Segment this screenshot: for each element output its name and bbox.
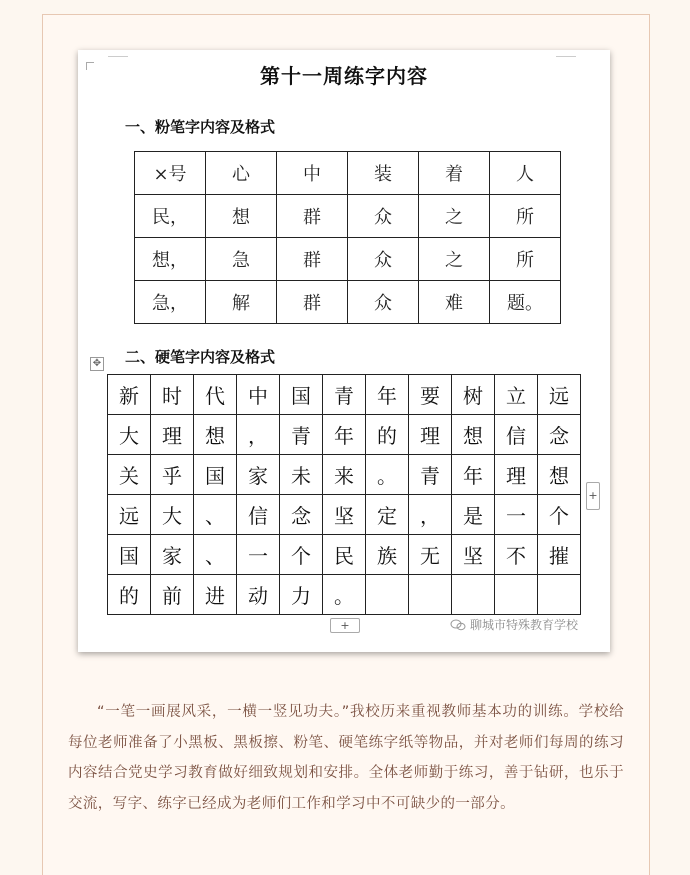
pen-cell: 信 xyxy=(495,415,538,455)
pen-table xyxy=(107,374,581,615)
chalk-cell: 心 xyxy=(206,152,277,195)
chalk-cell: 人 xyxy=(490,152,561,195)
pen-cell: 想 xyxy=(194,415,237,455)
pen-cell xyxy=(409,575,452,615)
chalk-cell: 所 xyxy=(490,238,561,281)
chalk-cell: 之 xyxy=(419,238,490,281)
section-pen-title: 二、硬笔字内容及格式 xyxy=(125,348,276,366)
chalk-cell: 众 xyxy=(348,281,419,324)
chalk-cell: 解 xyxy=(206,281,277,324)
section-chalk-title: 一、粉笔字内容及格式 xyxy=(125,118,276,136)
pen-cell: 国 xyxy=(108,535,151,575)
chalk-cell: 众 xyxy=(348,195,419,238)
pen-cell: 进 xyxy=(194,575,237,615)
chalk-cell: 中 xyxy=(277,152,348,195)
pen-cell: 关 xyxy=(108,455,151,495)
ruler-mark xyxy=(108,56,128,57)
chalk-cell: 想， xyxy=(135,238,206,281)
chalk-row xyxy=(135,152,561,195)
pen-cell: 理 xyxy=(495,455,538,495)
move-icon[interactable]: ✥ xyxy=(90,357,104,371)
chalk-cell: 急 xyxy=(206,238,277,281)
chalk-cell: 群 xyxy=(277,195,348,238)
pen-cell: 动 xyxy=(237,575,280,615)
pen-cell: 念 xyxy=(538,415,581,455)
pen-cell: 前 xyxy=(151,575,194,615)
pen-cell: 年 xyxy=(323,415,366,455)
chalk-cell: 之 xyxy=(419,195,490,238)
pen-cell: 中 xyxy=(237,375,280,415)
pen-cell xyxy=(366,575,409,615)
chalk-cell: 想 xyxy=(206,195,277,238)
chalk-cell: 急， xyxy=(135,281,206,324)
pen-row xyxy=(108,495,581,535)
pen-cell: 。 xyxy=(323,575,366,615)
pen-cell: 国 xyxy=(194,455,237,495)
pen-cell: 代 xyxy=(194,375,237,415)
pen-cell: 理 xyxy=(409,415,452,455)
chalk-row xyxy=(135,238,561,281)
watermark xyxy=(450,616,578,633)
pen-cell: 无 xyxy=(409,535,452,575)
chalk-cell: 题。 xyxy=(490,281,561,324)
pen-cell: 青 xyxy=(323,375,366,415)
article-paragraph: “一笔一画展风采，一横一竖见功夫。”我校历来重视教师基本功的训练。学校给每位老师准备了小黑板、黑板擦、粉笔、硬笔练字纸等物品，并对老师们每周的练习内容结合党史学习教育做好细致规划和安排。全体老师勤于练习，善于钻研，也乐于交流，写字、练字已经成为老师们工作和学习中不可缺少的一部分。 xyxy=(68,704,624,812)
pen-row xyxy=(108,415,581,455)
pen-cell: 一 xyxy=(237,535,280,575)
pen-cell: 远 xyxy=(538,375,581,415)
pen-cell: 民 xyxy=(323,535,366,575)
pen-cell: 坚 xyxy=(452,535,495,575)
pen-cell xyxy=(495,575,538,615)
pen-cell: 立 xyxy=(495,375,538,415)
pen-cell: 未 xyxy=(280,455,323,495)
pen-cell: 、 xyxy=(194,535,237,575)
document-screenshot xyxy=(78,50,610,652)
pen-cell: 是 xyxy=(452,495,495,535)
pen-cell: 的 xyxy=(108,575,151,615)
chalk-cell: 群 xyxy=(277,238,348,281)
pen-cell: 念 xyxy=(280,495,323,535)
pen-cell: 摧 xyxy=(538,535,581,575)
pen-cell xyxy=(452,575,495,615)
pen-row xyxy=(108,575,581,615)
pen-cell: 年 xyxy=(452,455,495,495)
chalk-cell: 装 xyxy=(348,152,419,195)
pen-cell: 新 xyxy=(108,375,151,415)
chalk-row xyxy=(135,195,561,238)
pen-cell: 家 xyxy=(151,535,194,575)
chalk-cell: ×号 xyxy=(135,152,206,195)
pen-cell: 。 xyxy=(366,455,409,495)
pen-cell: 力 xyxy=(280,575,323,615)
chalk-cell: 民， xyxy=(135,195,206,238)
pen-cell: 不 xyxy=(495,535,538,575)
pen-cell: 坚 xyxy=(323,495,366,535)
pen-row xyxy=(108,455,581,495)
pen-cell: 定 xyxy=(366,495,409,535)
pen-cell: 族 xyxy=(366,535,409,575)
pen-cell: 信 xyxy=(237,495,280,535)
pen-cell: 青 xyxy=(280,415,323,455)
document-title: 第十一周练字内容 xyxy=(260,64,428,88)
chalk-cell: 难 xyxy=(419,281,490,324)
pen-cell: 时 xyxy=(151,375,194,415)
pen-cell: 国 xyxy=(280,375,323,415)
pen-cell: 、 xyxy=(194,495,237,535)
pen-cell: 想 xyxy=(452,415,495,455)
ruler-mark xyxy=(556,56,576,57)
pen-row xyxy=(108,535,581,575)
chalk-cell: 众 xyxy=(348,238,419,281)
pen-cell: 远 xyxy=(108,495,151,535)
pen-cell: 个 xyxy=(538,495,581,535)
pen-cell: 大 xyxy=(151,495,194,535)
pen-cell: 家 xyxy=(237,455,280,495)
pen-cell: 大 xyxy=(108,415,151,455)
pen-cell xyxy=(538,575,581,615)
pen-cell: ， xyxy=(237,415,280,455)
chalk-cell: 群 xyxy=(277,281,348,324)
wechat-icon xyxy=(450,619,466,631)
pen-cell: 个 xyxy=(280,535,323,575)
pen-cell: 年 xyxy=(366,375,409,415)
watermark-text: 聊城市特殊教育学校 xyxy=(470,618,579,632)
pen-cell: ， xyxy=(409,495,452,535)
pen-cell: 想 xyxy=(538,455,581,495)
pen-cell: 要 xyxy=(409,375,452,415)
pen-cell: 树 xyxy=(452,375,495,415)
pen-cell: 的 xyxy=(366,415,409,455)
pen-cell: 理 xyxy=(151,415,194,455)
chalk-cell: 所 xyxy=(490,195,561,238)
chalk-table xyxy=(134,151,561,324)
pen-cell: 乎 xyxy=(151,455,194,495)
pen-cell: 一 xyxy=(495,495,538,535)
chalk-row xyxy=(135,281,561,324)
add-column-button[interactable]: + xyxy=(586,482,600,510)
chalk-cell: 着 xyxy=(419,152,490,195)
add-row-button[interactable]: + xyxy=(330,618,360,633)
pen-row xyxy=(108,375,581,415)
pen-cell: 青 xyxy=(409,455,452,495)
pen-cell: 来 xyxy=(323,455,366,495)
